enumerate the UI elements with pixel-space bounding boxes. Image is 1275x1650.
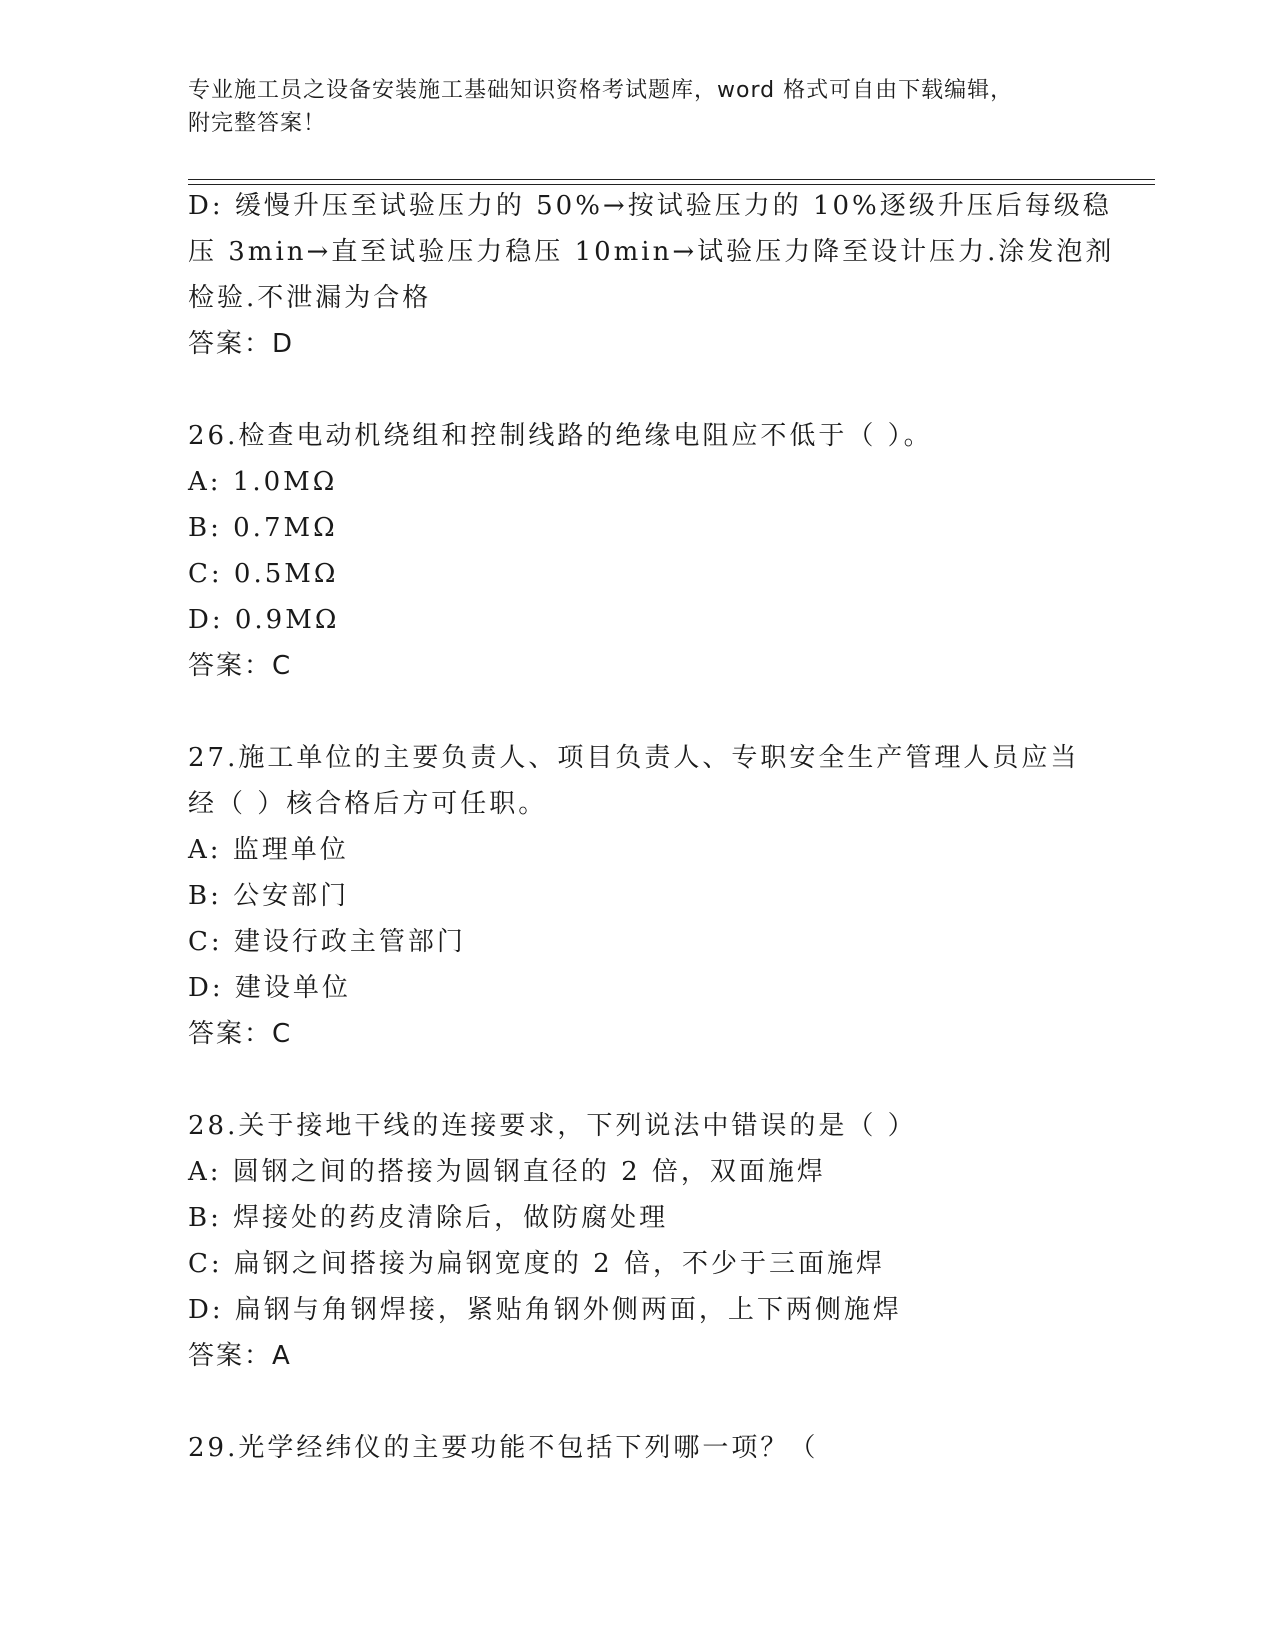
header-line-2: 附完整答案！ [188,111,327,136]
answer-28: 答案：A [188,1341,292,1371]
question-content [188,183,1115,1471]
question-28-text: 28.关于接地干线的连接要求，下列说法中错误的是（ ） [188,1111,917,1141]
option-d: D: 建设单位 [188,973,351,1003]
option-d-line-3: 检验.不泄漏为合格 [188,283,432,313]
question-29 [188,1425,1088,1471]
option-a: A: 1.0MΩ [188,467,338,497]
option-d: D: 0.9MΩ [188,605,340,635]
question-27-text-line-2: 经（ ）核合格后方可任职。 [188,789,548,819]
option-d-line-1: D: 缓慢升压至试验压力的 50%→按试验压力的 10%逐级升压后每级稳 [188,191,1112,221]
option-a: A: 监理单位 [188,835,349,865]
header-divider-top [188,179,1155,180]
spacer [188,367,1088,413]
option-c: C: 建设行政主管部门 [188,927,466,957]
option-b: B: 公安部门 [188,881,350,911]
option-d: D: 扁钢与角钢焊接，紧贴角钢外侧两面，上下两侧施焊 [188,1295,902,1325]
option-d-line-2: 压 3min→直至试验压力稳压 10min→试验压力降至设计压力.涂发泡剂 [188,237,1115,267]
answer-25: 答案：D [188,329,295,359]
option-c: C: 扁钢之间搭接为扁钢宽度的 2 倍，不少于三面施焊 [188,1249,885,1279]
question-26 [188,413,1088,689]
question-28 [188,1103,1088,1379]
question-27 [188,735,1088,1057]
answer-27: 答案：C [188,1019,293,1049]
option-a: A: 圆钢之间的搭接为圆钢直径的 2 倍，双面施焊 [188,1157,826,1187]
header-line-1: 专业施工员之设备安装施工基础知识资格考试题库，word 格式可自由下载编辑， [188,78,1014,103]
question-25-continued [188,183,1115,367]
question-26-text: 26.检查电动机绕组和控制线路的绝缘电阻应不低于（ ）。 [188,421,933,451]
document-header [188,74,1068,140]
spacer [188,689,1088,735]
option-b: B: 焊接处的药皮清除后，做防腐处理 [188,1203,669,1233]
question-27-text-line-1: 27.施工单位的主要负责人、项目负责人、专职安全生产管理人员应当 [188,743,1080,773]
question-29-text: 29.光学经纬仪的主要功能不包括下列哪一项？（ [188,1433,819,1463]
option-c: C: 0.5MΩ [188,559,339,589]
spacer [188,1379,1088,1425]
option-b: B: 0.7MΩ [188,513,338,543]
spacer [188,1057,1088,1103]
answer-26: 答案：C [188,651,293,681]
